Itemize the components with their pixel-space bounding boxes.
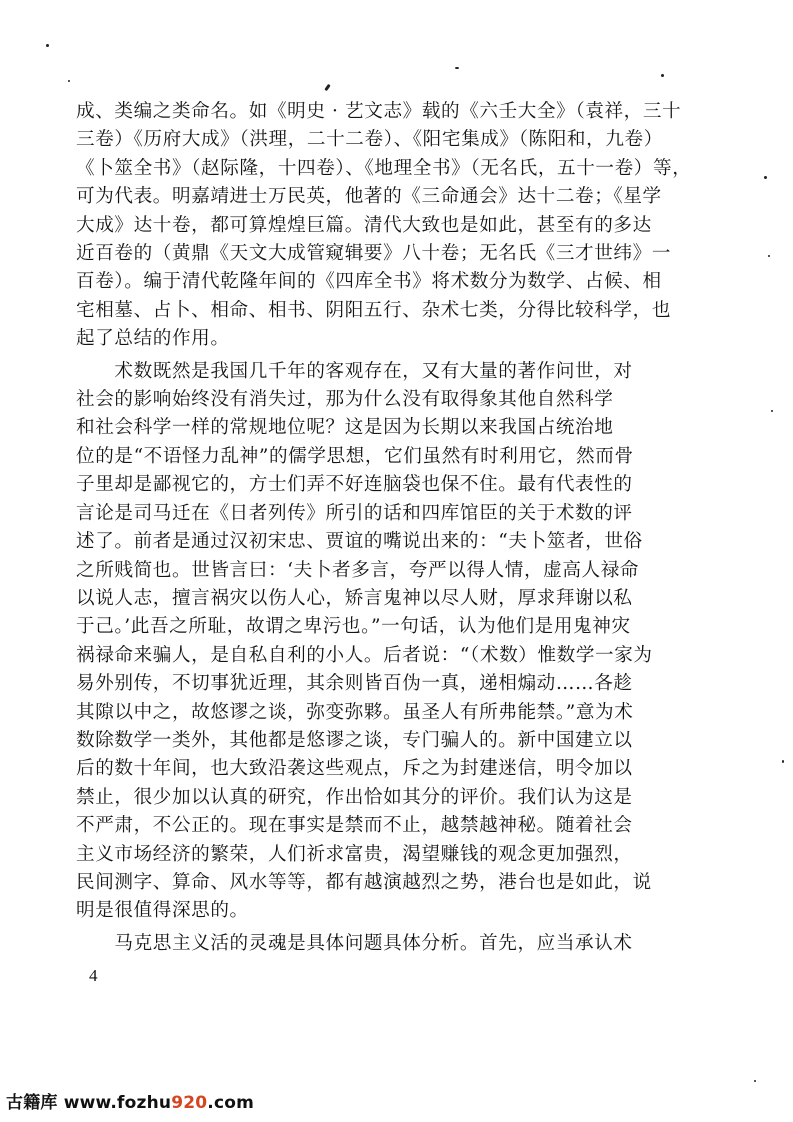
text-line: 明是很值得深思的。	[76, 900, 249, 922]
scan-speck	[764, 176, 767, 179]
page-number: 4	[89, 966, 98, 985]
scan-speck	[754, 1080, 756, 1082]
watermark-suffix: .com	[207, 1093, 255, 1113]
text-line: 数除数学一类外，其他都是悠谬之谈，专门骗人的。新中国建立以	[76, 729, 633, 751]
text-line: 宅相墓、占卜、相命、相书、阴阳五行、杂术七类，分得比较科学，也	[76, 299, 672, 321]
text-line: 以说人志，擅言祸灾以伤人心，矫言鬼神以尽人财，厚求拜谢以私	[76, 587, 633, 609]
text-line: 社会的影响始终没有消失过，那为什么没有取得象其他自然科学	[76, 389, 614, 411]
scan-speck	[771, 410, 773, 412]
text-line: 主义市场经济的繁荣，人们祈求富贵，渴望赚钱的观念更加强烈，	[76, 843, 633, 865]
text-line: 马克思主义活的灵魂是具体问题具体分析。首先，应当承认术	[76, 932, 633, 954]
text-line: 可为代表。明嘉靖进士万民英，他著的《三命通会》达十二卷；《星学	[76, 186, 662, 208]
text-line: 于己。’此吾之所耻，故谓之卑污也。”一句话，认为他们是用鬼神灾	[76, 616, 631, 638]
scan-speck	[768, 255, 770, 257]
text-line: 后的数十年间，也大致沿袭这些观点，斥之为封建迷信，明令加以	[76, 758, 633, 780]
body-text	[76, 98, 692, 958]
text-line: 术数既然是我国几千年的客观存在，又有大量的著作问世，对	[76, 360, 633, 382]
text-line: 言论是司马迁在《日者列传》所引的话和四库馆臣的关于术数的评	[76, 502, 633, 524]
text-line: 祸禄命来骗人，是自私自利的小人。后者说：“（术数）惟数学一家为	[76, 644, 653, 666]
text-line: 近百卷的（黄鼎《天文大成管窥辑要》八十卷；无名氏《三才世纬》一	[76, 243, 672, 265]
text-line: 成、类编之类命名。如《明史 · 艺文志》载的《六壬大全》（袁祥，三十	[76, 101, 682, 122]
text-line: 不严肃，不公正的。现在事实是禁而不止，越禁越神秘。随着社会	[76, 815, 633, 837]
text-line: 百卷）。编于清代乾隆年间的《四库全书》将术数分为数学、占候、相	[76, 271, 662, 293]
scan-speck	[661, 74, 664, 77]
text-line: 易外别传，不切事犹近理，其余则皆百伪一真，递相煽动……各趁	[76, 673, 633, 695]
text-line: 其隙以中之，故悠谬之谈，弥变弥夥。虽圣人有所弗能禁。”意为术	[76, 701, 634, 723]
text-line: 子里却是鄙视它的，方士们弄不好连脑袋也保不住。最有代表性的	[76, 474, 633, 496]
text-line: 大成》达十卷，都可算煌煌巨篇。清代大致也是如此，甚至有的多达	[76, 214, 652, 236]
text-line: 位的是“不语怪力乱神”的儒学思想，它们虽然有时利用它，然而骨	[76, 445, 634, 467]
text-line: 述了。前者是通过汉初宋忠、贾谊的嘴说出来的：“夫卜筮者，世俗	[76, 531, 643, 553]
watermark-accent: 920	[171, 1093, 208, 1113]
scan-speck	[46, 44, 49, 47]
text-line: 《卜筮全书》（赵际隆，十四卷）、《地理全书》（无名氏，五十一卷）等，	[76, 157, 692, 179]
watermark-prefix: 古籍库 www.fozhu	[6, 1093, 172, 1113]
scan-speck	[324, 84, 330, 91]
text-line: 和社会科学一样的常规地位呢？这是因为长期以来我国占统治地	[76, 417, 614, 439]
text-line: 民间测字、算命、风水等等，都有越演越烈之势，港台也是如此，说	[76, 871, 652, 893]
text-line: 起了总结的作用。	[76, 328, 230, 350]
scan-speck	[782, 760, 784, 763]
scan-speck	[68, 80, 70, 82]
site-watermark	[6, 1088, 254, 1113]
scan-speck	[455, 67, 459, 69]
text-line: 三卷）《历府大成》（洪理，二十二卷）、《阳宅集成》（陈阳和，九卷）	[76, 129, 663, 151]
text-line: 之所贱简也。世皆言曰：‘夫卜者多言，夸严以得人情，虚高人禄命	[76, 559, 640, 581]
text-line: 禁止，很少加以认真的研究，作出恰如其分的评价。我们认为这是	[76, 786, 633, 808]
